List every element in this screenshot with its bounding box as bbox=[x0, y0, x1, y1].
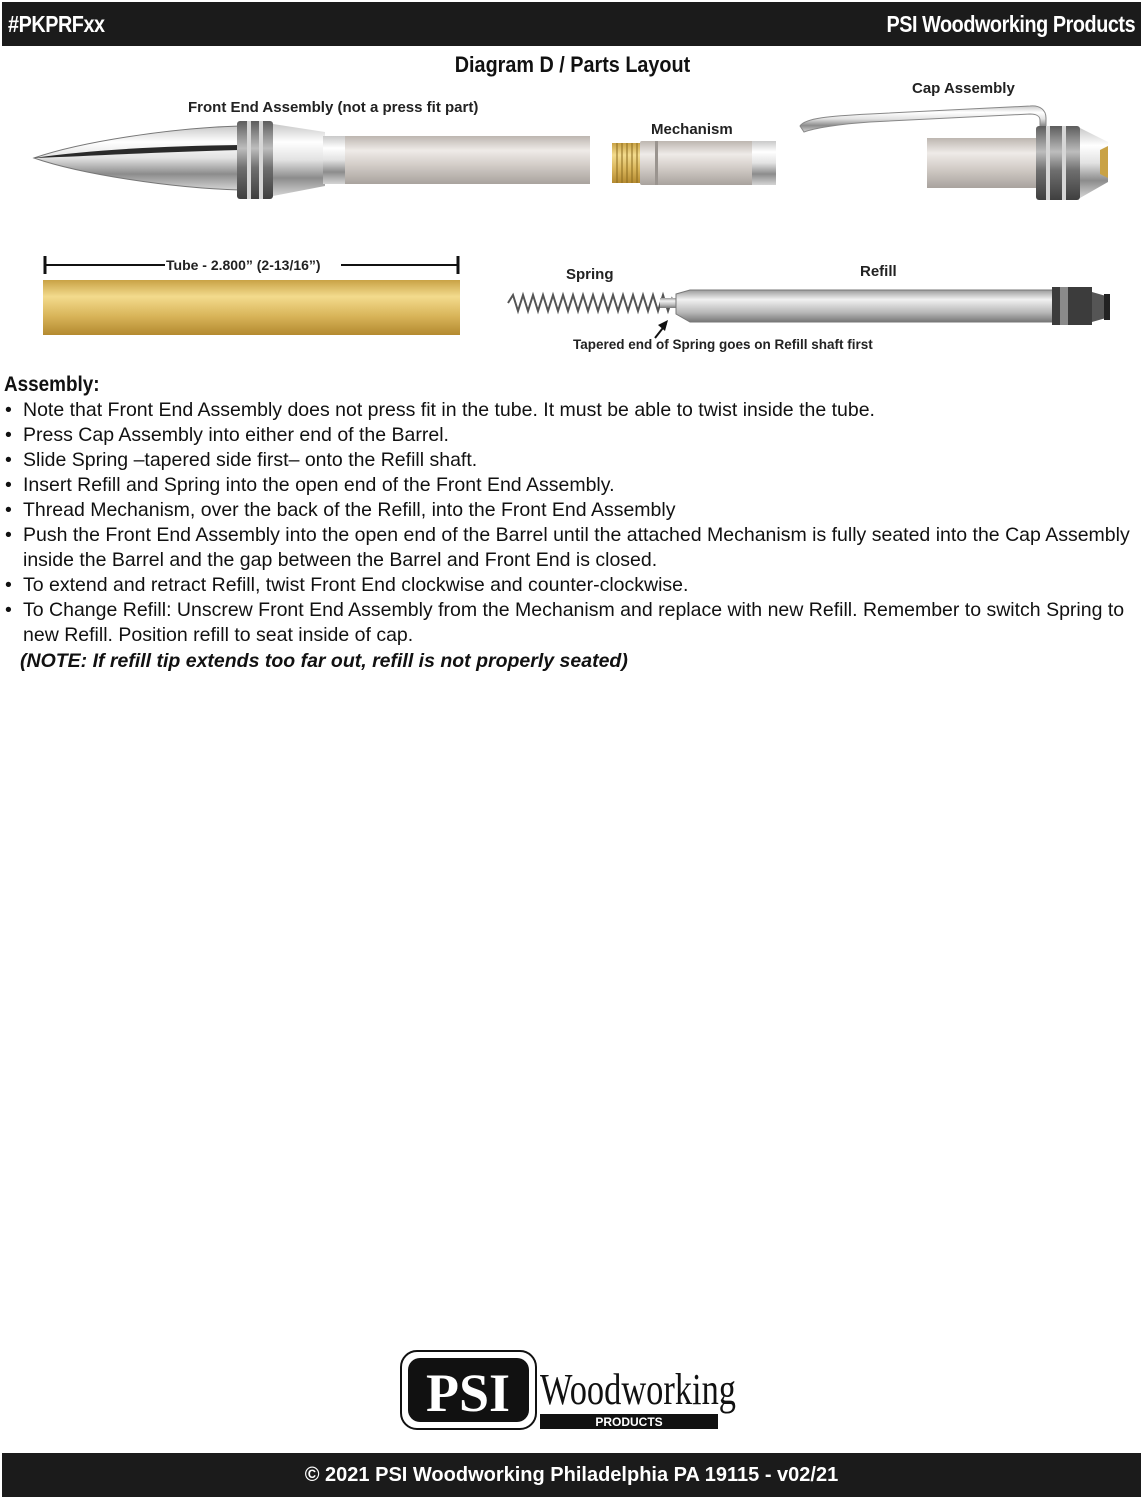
footer-bar bbox=[2, 1453, 1141, 1497]
list-item: • To Change Refill: Unscrew Front End Assembly from the Mechanism and replace with new Refill. Remember to switch Spring to new Refill. Position refill to seat inside of cap. bbox=[4, 598, 1139, 648]
list-item: • To extend and retract Refill, twist Front End clockwise and counter-clockwise. bbox=[4, 573, 1139, 598]
copyright-text: © 2021 PSI Woodworking Philadelphia PA 19115 - v02/21 bbox=[304, 1463, 839, 1486]
front-end-label: Front End Assembly (not a press fit part) bbox=[188, 99, 479, 116]
parts-layout-diagram bbox=[0, 0, 1145, 370]
spring-part bbox=[508, 295, 676, 311]
list-item: • Slide Spring –tapered side first– onto the Refill shaft. bbox=[4, 448, 1139, 473]
spring-label: Spring bbox=[566, 266, 614, 283]
parts-illustration bbox=[0, 0, 1145, 370]
logo-psi-text: PSI bbox=[425, 1363, 511, 1423]
product-code: #PKPRFxx bbox=[8, 10, 105, 37]
psi-woodworking-logo bbox=[400, 1348, 750, 1434]
mechanism-part bbox=[612, 141, 776, 185]
front-end-assembly bbox=[34, 121, 590, 199]
assembly-steps bbox=[4, 398, 1139, 648]
mechanism-label: Mechanism bbox=[651, 121, 733, 138]
logo-products-text: PRODUCTS bbox=[595, 1415, 663, 1429]
refill-part bbox=[660, 287, 1110, 325]
refill-note: (NOTE: If refill tip extends too far out, refill is not properly seated) bbox=[20, 650, 628, 672]
tube-dimension-label: Tube - 2.800” (2-13/16”) bbox=[166, 257, 321, 273]
assembly-heading: Assembly: bbox=[4, 373, 100, 396]
refill-label: Refill bbox=[860, 263, 897, 280]
cap-assembly-part bbox=[800, 106, 1108, 200]
logo-woodworking-text: Woodworking bbox=[540, 1365, 736, 1414]
arrow-icon bbox=[655, 320, 668, 338]
spring-note-label: Tapered end of Spring goes on Refill shaft first bbox=[573, 337, 873, 352]
cap-assembly-label: Cap Assembly bbox=[912, 80, 1015, 97]
list-item: • Note that Front End Assembly does not press fit in the tube. It must be able to twist inside the tube. bbox=[4, 398, 1139, 423]
list-item: • Press Cap Assembly into either end of the Barrel. bbox=[4, 423, 1139, 448]
list-item: • Thread Mechanism, over the back of the Refill, into the Front End Assembly bbox=[4, 498, 1139, 523]
list-item: • Insert Refill and Spring into the open end of the Front End Assembly. bbox=[4, 473, 1139, 498]
brand-name: PSI Woodworking Products bbox=[886, 10, 1135, 37]
list-item: • Push the Front End Assembly into the open end of the Barrel until the attached Mechanism is fully seated into the Cap Assembly inside the Barrel and the gap between the Barrel and Front End is closed. bbox=[4, 523, 1139, 573]
diagram-title: Diagram D / Parts Layout bbox=[454, 52, 691, 77]
